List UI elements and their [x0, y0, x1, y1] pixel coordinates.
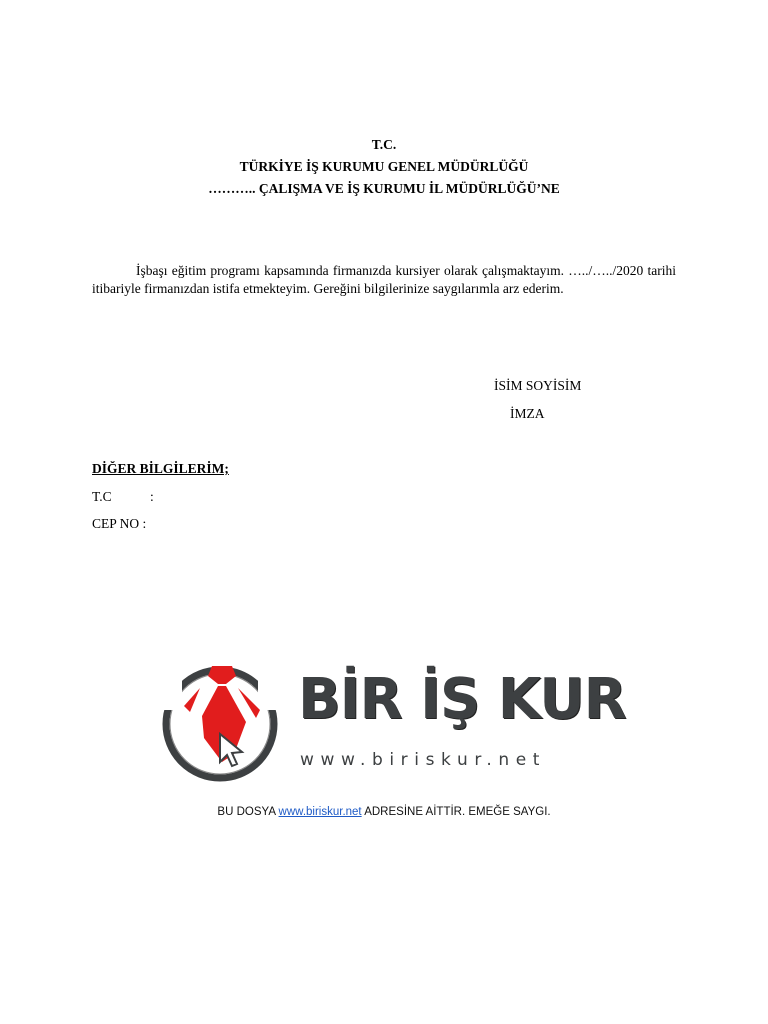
other-info-title: DİĞER BİLGİLERİM;: [92, 461, 229, 476]
header-directorate: ……….. ÇALIŞMA VE İŞ KURUMU İL MÜDÜRLÜĞÜ’NE: [208, 181, 560, 196]
resignation-paragraph: İşbaşı eğitim programı kapsamında firmanızda kursiyer olarak çalışmaktayım. …../…../2020 tarihi itibariyle firmanızdan istifa etmekteyim. Gereğini bilgilerinize saygılarımla arz ederim.: [92, 263, 676, 296]
tie-cursor-icon: [160, 662, 284, 782]
brand-logo: [160, 662, 626, 782]
brand-url: www.biriskur.net: [300, 750, 547, 770]
footer-suffix: ADRESİNE AİTTİR. EMEĞE SAYGI.: [361, 806, 551, 818]
signature-name-label: İSİM SOYİSİM: [494, 378, 582, 393]
tc-label: T.C: [92, 489, 112, 504]
footer-notice: [0, 806, 768, 818]
footer-prefix: BU DOSYA: [217, 806, 279, 818]
brand-name: BİR İŞ KUR: [298, 667, 626, 732]
signature-label: İMZA: [510, 406, 545, 421]
footer-link[interactable]: www.biriskur.net: [278, 806, 362, 818]
header-institution: TÜRKİYE İŞ KURUMU GENEL MÜDÜRLÜĞÜ: [239, 159, 529, 174]
tc-field: [92, 489, 154, 505]
header-tc: T.C.: [371, 137, 397, 152]
tc-colon: :: [150, 489, 154, 504]
phone-label: CEP NO :: [92, 516, 147, 531]
document-header: [0, 134, 768, 200]
